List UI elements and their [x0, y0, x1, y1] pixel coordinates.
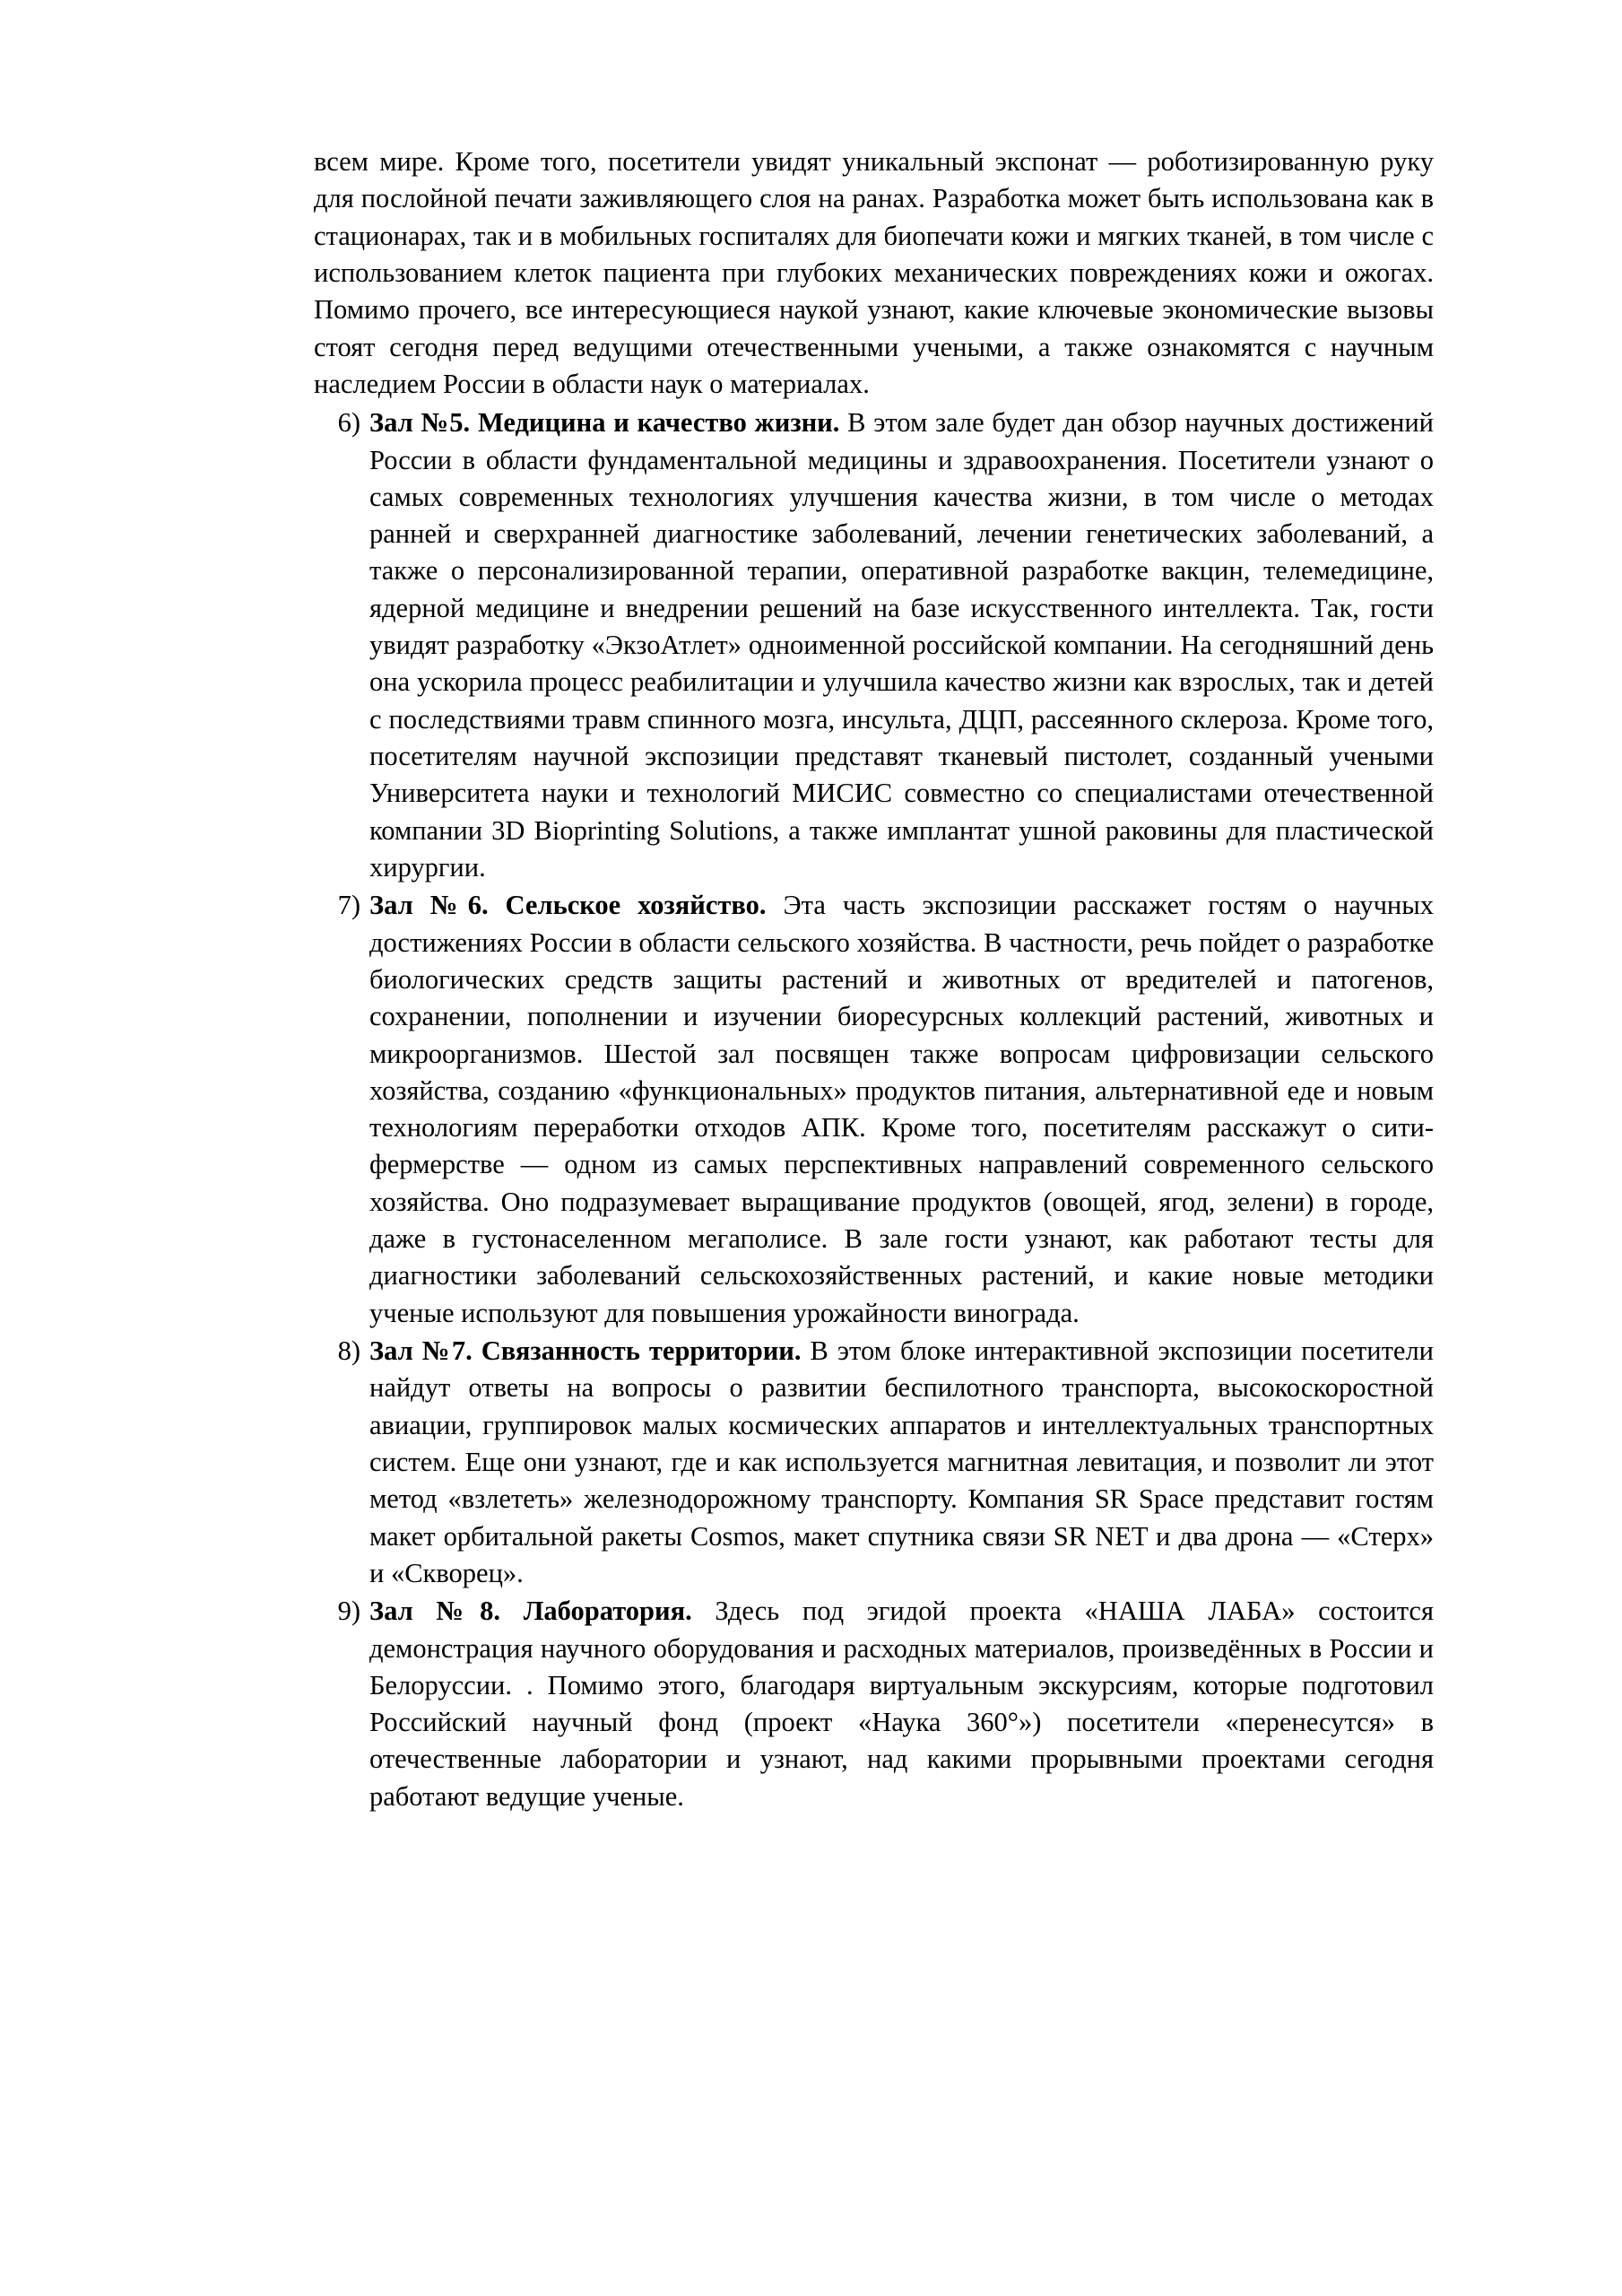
hall-text: Эта часть экспозиции расскажет гостям о научных достижениях России в области сельского хозяйства. В частности, речь пойдет о разработке биологических средств защиты растений и животных от вредителей и патогенов, сохранении, пополнении и изучении биоресурсных коллекций растений, животных и микроорганизмов. Шестой зал посвящен также вопросам цифровизации сельского хозяйства, созданию «функциональных» продуктов питания, альтернативной еде и новым технологиям переработки отходов АПК. Кроме того, посетителям расскажут о сити-фермерстве — одном из самых перспективных направлений современного сельского хозяйства. Оно подразумевает выращивание продуктов (овощей, ягод, зелени) в городе, даже в густонаселенном мегаполисе. В зале гости узнают, как работают тесты для диагностики заболеваний сельскохозяйственных растений, и какие новые методики ученые используют для повышения урожайности винограда.: [369, 890, 1434, 1328]
list-marker: 9): [337, 1596, 360, 1627]
hall-title: Зал №6. Сельское хозяйство.: [369, 890, 767, 921]
list-marker: 8): [337, 1335, 360, 1366]
document-body: [314, 144, 1434, 1815]
list-item: [314, 404, 1434, 886]
hall-text: В этом блоке интерактивной экспозиции посетители найдут ответы на вопросы о развитии беспилотного транспорта, высокоскоростной авиации, группировок малых космических аппаратов и интеллектуальных транспортных систем. Еще они узнают, где и как используется магнитная левитация, и позволит ли этот метод «взлететь» железнодорожному транспорту. Компания SR Space представит гостям макет орбитальной ракеты Cosmos, макет спутника связи SR NET и два дрона — «Стерх» и «Скворец».: [369, 1335, 1434, 1588]
list-item: [314, 1333, 1434, 1592]
hall-text: Здесь под эгидой проекта «НАША ЛАБА» состоится демонстрация научного оборудования и расходных материалов, произведённых в России и Белоруссии. . Помимо этого, благодаря виртуальным экскурсиям, которые подготовил Российский научный фонд (проект «Наука 360°») посетители «перенесутся» в отечественные лаборатории и узнают, над какими прорывными проектами сегодня работают ведущие ученые.: [369, 1596, 1434, 1812]
numbered-list: [314, 404, 1434, 1815]
list-item: [314, 887, 1434, 1332]
list-item: [314, 1593, 1434, 1815]
hall-title: Зал №5. Медицина и качество жизни.: [369, 407, 840, 439]
hall-title: Зал №7. Связанность территории.: [369, 1335, 802, 1366]
hall-title: Зал №8. Лаборатория.: [369, 1596, 692, 1627]
list-marker: 6): [337, 407, 360, 439]
hall-text: В этом зале будет дан обзор научных достижений России в области фундаментальной медицины и здравоохранения. Посетители узнают о самых современных технологиях улучшения качества жизни, в том числе о методах ранней и сверхранней диагностике заболеваний, лечении генетических заболеваний, а также о персонализированной терапии, оперативной разработке вакцин, телемедицине, ядерной медицине и внедрении решений на базе искусственного интеллекта. Так, гости увидят разработку «ЭкзоАтлет» одноименной российской компании. На сегодняшний день она ускорила процесс реабилитации и улучшила качество жизни как взрослых, так и детей с последствиями травм спинного мозга, инсульта, ДЦП, рассеянного склероза. Кроме того, посетителям научной экспозиции представят тканевый пистолет, созданный учеными Университета науки и технологий МИСИС совместно со специалистами отечественной компании 3D Bioprinting Solutions, а также имплантат ушной раковины для пластической хирургии.: [369, 407, 1434, 883]
list-marker: 7): [337, 890, 360, 921]
continuation-paragraph: всем мире. Кроме того, посетители увидят уникальный экспонат — роботизированную руку для послойной печати заживляющего слоя на ранах. Разработка может быть использована как в стационарах, так и в мобильных госпиталях для биопечати кожи и мягких тканей, в том числе с использованием клеток пациента при глубоких механических повреждениях кожи и ожогах. Помимо прочего, все интересующиеся наукой узнают, какие ключевые экономические вызовы стоят сегодня перед ведущими отечественными учеными, а также ознакомятся с научным наследием России в области наук о материалах.: [314, 146, 1434, 399]
